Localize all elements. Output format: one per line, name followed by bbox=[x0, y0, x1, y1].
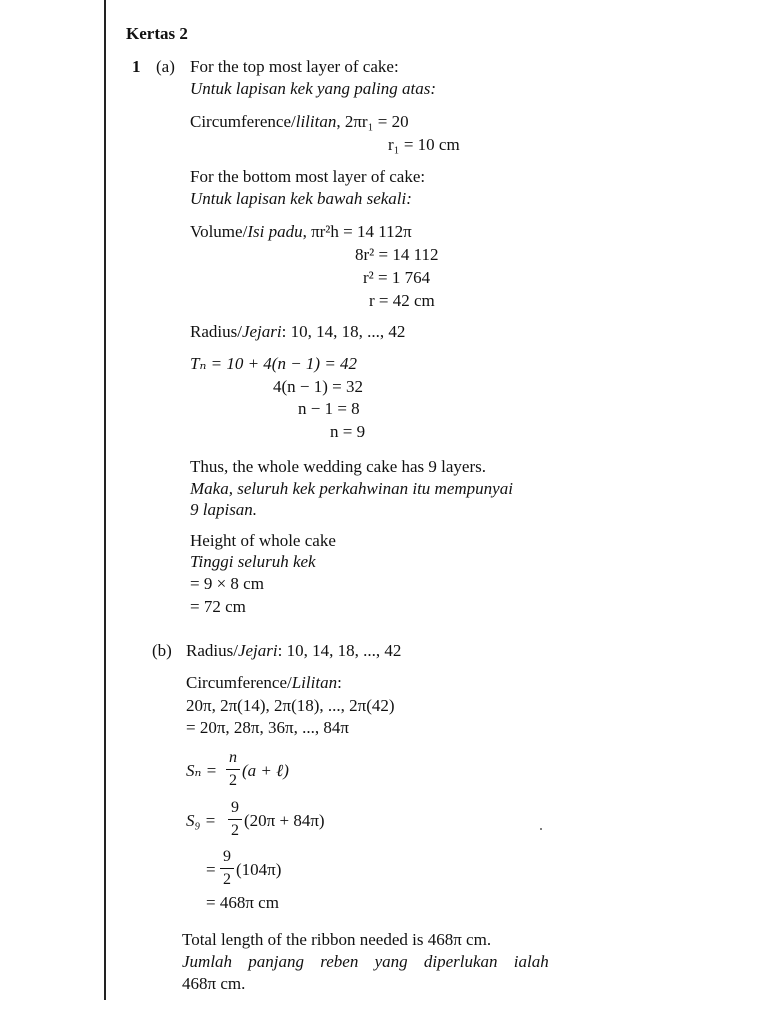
tn-step-1: 4(n − 1) = 32 bbox=[273, 377, 363, 396]
radius-label: Radius/ bbox=[190, 322, 242, 341]
volume-line bbox=[190, 222, 412, 242]
s9-step1-denominator: 2 bbox=[223, 871, 231, 888]
circumference-equation: , 2πr₁ = 20 bbox=[336, 112, 409, 131]
bottom-layer-heading-ms: Untuk lapisan kek bawah sekali: bbox=[190, 189, 412, 208]
volume-step-2: r² = 1 764 bbox=[363, 268, 431, 287]
s9-step1-numerator: 9 bbox=[223, 848, 231, 865]
height-heading: Height of whole cake bbox=[190, 531, 336, 550]
s9-step1-rhs: (104π) bbox=[236, 860, 282, 879]
circumference-sequence-1: 20π, 2π(14), 2π(18), ..., 2π(42) bbox=[186, 696, 395, 715]
part-a-label: (a) bbox=[156, 57, 175, 76]
sn-fraction-bar bbox=[226, 769, 240, 770]
ribbon-conclusion-ms-1: Jumlah panjang reben yang diperlukan ialah bbox=[182, 952, 549, 971]
tn-equation: Tₙ = 10 + 4(n − 1) = 42 bbox=[190, 354, 358, 373]
s9-step1-fraction-bar bbox=[220, 868, 234, 869]
tn-step-3: n = 9 bbox=[330, 422, 366, 441]
volume-label: Volume/ bbox=[190, 222, 248, 241]
radius-sequence-b bbox=[186, 641, 401, 661]
volume-step-3: r = 42 cm bbox=[369, 291, 435, 310]
conclusion-layers-ms-1: Maka, seluruh kek perkahwinan itu mempunyai bbox=[190, 479, 513, 498]
sn-lhs: Sₙ = bbox=[186, 761, 218, 780]
s9-step1-equals: = bbox=[206, 860, 216, 879]
circumference-line bbox=[190, 112, 409, 132]
radius-label-ms: Jejari bbox=[241, 322, 282, 341]
circumference-heading-b bbox=[186, 673, 342, 693]
circumference-label: Circumference/ bbox=[190, 112, 296, 131]
circumference-label-ms: lilitan bbox=[295, 112, 337, 131]
sn-denominator: 2 bbox=[229, 772, 237, 789]
conclusion-layers: Thus, the whole wedding cake has 9 layers. bbox=[190, 457, 486, 476]
left-margin-rule bbox=[104, 0, 106, 1000]
sn-rhs: (a + ℓ) bbox=[242, 761, 289, 780]
volume-label-ms: Isi padu bbox=[247, 222, 303, 241]
volume-step-1: 8r² = 14 112 bbox=[355, 245, 439, 264]
s9-fraction-bar bbox=[228, 819, 242, 820]
height-heading-ms: Tinggi seluruh kek bbox=[190, 552, 316, 571]
radius-sequence-a bbox=[190, 322, 405, 342]
circumference-colon: : bbox=[337, 673, 342, 692]
s9-lhs: S₉ = bbox=[186, 811, 217, 830]
s9-rhs: (20π + 84π) bbox=[244, 811, 325, 830]
circumference-sequence-2: = 20π, 28π, 36π, ..., 84π bbox=[186, 718, 349, 737]
volume-equation: , πr²h = 14 112π bbox=[302, 222, 412, 241]
top-layer-heading-ms: Untuk lapisan kek yang paling atas: bbox=[190, 79, 436, 98]
radius-values-b: : 10, 14, 18, ..., 42 bbox=[277, 641, 402, 660]
ribbon-conclusion: Total length of the ribbon needed is 468π cm. bbox=[182, 930, 492, 949]
ribbon-conclusion-ms-2: 468π cm. bbox=[182, 974, 246, 993]
circumference-label-ms-b: Lilitan bbox=[291, 673, 338, 692]
question-number: 1 bbox=[132, 57, 141, 76]
s9-denominator: 2 bbox=[231, 822, 239, 839]
height-step-2: = 72 cm bbox=[190, 597, 246, 616]
conclusion-layers-ms-2: 9 lapisan. bbox=[190, 500, 258, 519]
s9-numerator: 9 bbox=[231, 799, 239, 816]
top-layer-heading: For the top most layer of cake: bbox=[190, 57, 399, 76]
radius-label-ms-b: Jejari bbox=[237, 641, 278, 660]
radius-values: : 10, 14, 18, ..., 42 bbox=[281, 322, 406, 341]
part-b-label: (b) bbox=[152, 641, 172, 660]
sn-numerator: n bbox=[229, 749, 237, 766]
radius-label-b: Radius/ bbox=[186, 641, 238, 660]
bottom-layer-heading: For the bottom most layer of cake: bbox=[190, 167, 426, 186]
tn-step-2: n − 1 = 8 bbox=[298, 399, 360, 418]
circumference-label-b: Circumference/ bbox=[186, 673, 292, 692]
page-title: Kertas 2 bbox=[126, 24, 188, 43]
s9-result: = 468π cm bbox=[206, 893, 279, 912]
scan-speck bbox=[540, 828, 542, 830]
radius-r1-result: r₁ = 10 cm bbox=[388, 135, 460, 154]
height-step-1: = 9 × 8 cm bbox=[190, 574, 264, 593]
